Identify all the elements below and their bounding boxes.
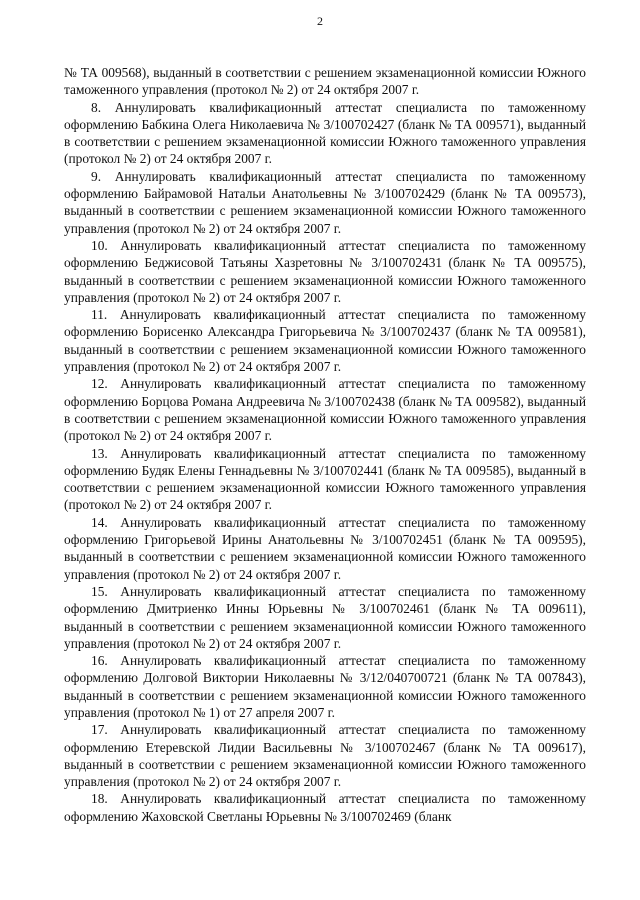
page-number: 2 [317,14,323,28]
paragraph-item-13: 13. Аннулировать квалификационный аттестат специалиста по таможенному оформлению Будяк Елены Геннадьевны № 3/100702441 (бланк № ТА 009585), выданный в соответствии с решением экзаменационной комиссии Южного таможенного управления (протокол № 2) от 24 октября 2007 г. [64,445,586,513]
paragraph-item-12: 12. Аннулировать квалификационный аттестат специалиста по таможенному оформлению Борцова Романа Андреевича № 3/100702438 (бланк № ТА 009582), выданный в соответствии с решением экзаменационной комиссии Южного таможенного управления (протокол № 2) от 24 октября 2007 г. [64,376,586,444]
document-body [64,64,586,825]
paragraph-item-14: 14. Аннулировать квалификационный аттестат специалиста по таможенному оформлению Григорьевой Ирины Анатольевны № 3/100702451 (бланк № ТА 009595), выданный в соответствии с решением экзаменационной комиссии Южного таможенного управления (протокол № 2) от 24 октября 2007 г. [64,514,586,582]
paragraph-item-16: 16. Аннулировать квалификационный аттестат специалиста по таможенному оформлению Долговой Виктории Николаевны № 3/12/040700721 (бланк № ТА 007843), выданный в соответствии с решением экзаменационной комиссии Южного таможенного управления (протокол № 1) от 27 апреля 2007 г. [64,653,586,720]
paragraph-continuation: № ТА 009568), выданный в соответствии с решением экзаменационной комиссии Южного таможенного управления (протокол № 2) от 24 октября 2007 г. [64,65,586,98]
paragraph-item-18: 18. Аннулировать квалификационный аттестат специалиста по таможенному оформлению Жаховской Светланы Юрьевны № 3/100702469 (бланк [64,791,586,824]
paragraph-item-9: 9. Аннулировать квалификационный аттестат специалиста по таможенному оформлению Байрамовой Натальи Анатольевны № 3/100702429 (бланк № ТА 009573), выданный в соответствии с решением экзаменационной комиссии Южного таможенного управления (протокол № 2) от 24 октября 2007 г. [64,168,586,236]
paragraph-item-8: 8. Аннулировать квалификационный аттестат специалиста по таможенному оформлению Бабкина Олега Николаевича № 3/100702427 (бланк № ТА 009571), выданный в соответствии с решением экзаменационной комиссии Южного таможенного управления (протокол № 2) от 24 октября 2007 г. [64,99,586,167]
paragraph-item-11: 11. Аннулировать квалификационный аттестат специалиста по таможенному оформлению Борисенко Александра Григорьевича № 3/100702437 (бланк № ТА 009581), выданный в соответствии с решением экзаменационной комиссии Южного таможенного управления (протокол № 2) от 24 октября 2007 г. [64,307,586,375]
paragraph-item-15: 15. Аннулировать квалификационный аттестат специалиста по таможенному оформлению Дмитриенко Инны Юрьевны № 3/100702461 (бланк № ТА 009611), выданный в соответствии с решением экзаменационной комиссии Южного таможенного управления (протокол № 2) от 24 октября 2007 г. [64,583,586,651]
paragraph-item-10: 10. Аннулировать квалификационный аттестат специалиста по таможенному оформлению Беджисовой Татьяны Хазретовны № 3/100702431 (бланк № ТА 009575), выданный в соответствии с решением экзаменационной комиссии Южного таможенного управления (протокол № 2) от 24 октября 2007 г. [64,237,586,305]
paragraph-item-17: 17. Аннулировать квалификационный аттестат специалиста по таможенному оформлению Етеревской Лидии Васильевны № 3/100702467 (бланк № ТА 009617), выданный в соответствии с решением экзаменационной комиссии Южного таможенного управления (протокол № 2) от 24 октября 2007 г. [64,722,586,790]
